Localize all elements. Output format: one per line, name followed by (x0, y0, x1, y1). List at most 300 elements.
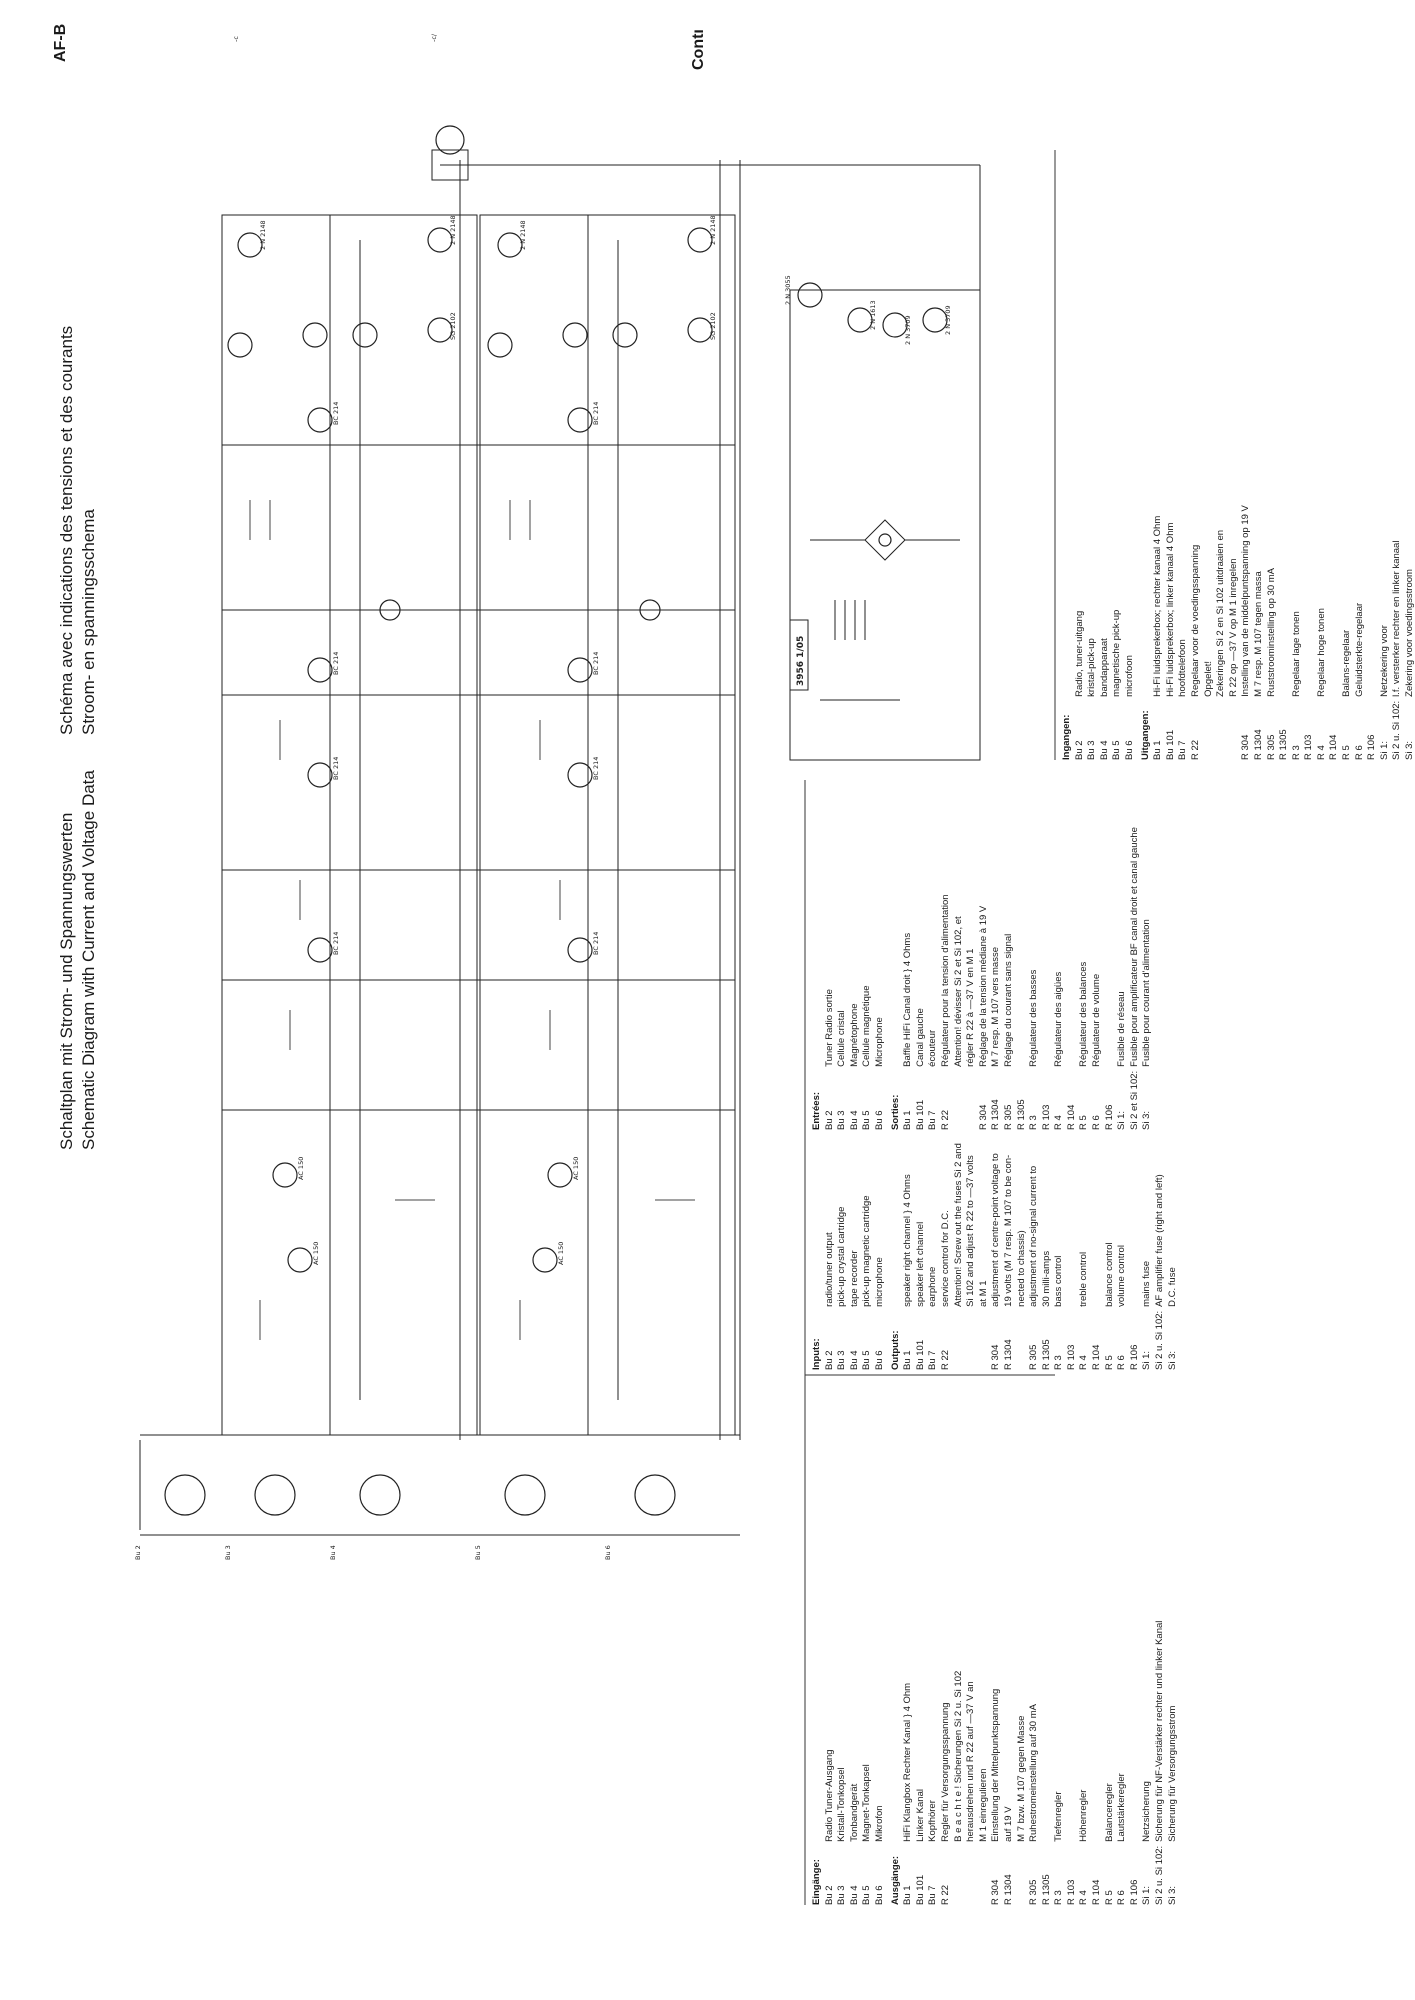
legend-cell: R 103 (1040, 1104, 1052, 1130)
transistor-label: 2 N 3709 (944, 305, 952, 335)
legend-row (1354, 501, 1367, 760)
legend-cell: R 104 (1091, 1344, 1103, 1370)
legend-cell: R 1304 (1002, 1874, 1014, 1905)
legend-outputs-heading (887, 1617, 903, 1905)
legend-cell: écouteur (927, 1029, 939, 1067)
legend-input-row (849, 1139, 862, 1370)
legend-row (1190, 501, 1203, 760)
legend-input-row (861, 823, 874, 1130)
legend-cell: Opgelet! (1202, 660, 1214, 697)
legend-cell (1228, 697, 1241, 760)
transistor-label: AC 150 (557, 1241, 565, 1265)
channel-right-frame (222, 215, 477, 1435)
legend-row (1053, 1617, 1066, 1905)
legend-cell: R 1304 (990, 1099, 1002, 1130)
legend-cell: Fusible pour courant d'alimentation (1141, 919, 1153, 1067)
legend-cell (1058, 501, 1074, 697)
legend-cell: Si 1: (1116, 1110, 1128, 1130)
legend-cell: Bu 1 (1152, 740, 1164, 760)
legend-cell: R 106 (1128, 1879, 1140, 1905)
legend-cell: Geluidsterkte-regelaar (1353, 602, 1365, 697)
legend-inputs-heading (808, 1139, 824, 1370)
connector-label: Bu 4 (329, 1545, 337, 1560)
legend-cell: Bu 2 (1073, 740, 1085, 760)
legend-cell: Régulateur pour la tension d'alimentation (939, 894, 951, 1067)
legend-row (1066, 1617, 1079, 1905)
connector-label: Bu 3 (224, 1545, 232, 1560)
legend-cell: Fusible pour amplificateur BF canal droit et canal gauche (1128, 827, 1140, 1067)
legend-row (1003, 823, 1016, 1130)
legend-row (1341, 501, 1354, 760)
title-dutch: Stroom- en spanningsschema (79, 509, 98, 735)
legend-cell: M 7 resp. M 107 tegen massa (1252, 571, 1264, 697)
legend-row (1041, 823, 1054, 1130)
legend-cell: Outputs: (889, 1330, 901, 1370)
legend-outputs-heading (887, 823, 903, 1130)
legend-cell: herausdrehen und R 22 auf —37 V an (965, 1681, 977, 1842)
legend-cell: Si 3: (1166, 1350, 1178, 1370)
legend-cell: R 1305 (1040, 1874, 1052, 1905)
legend-cell: Bu 2 (823, 1110, 835, 1130)
legend-row (953, 1617, 966, 1905)
legend-cell: Bu 6 (873, 1885, 885, 1905)
legend-cell: Netzekering voor (1378, 625, 1390, 697)
legend-cell (808, 1617, 824, 1842)
legend-cell: Baffle HiFi Canal droit } 4 Ohms (902, 932, 914, 1067)
legend-input-row (1124, 501, 1137, 760)
legend-input-row (1099, 501, 1112, 760)
legend-input-row (836, 823, 849, 1130)
legend-cell: auf 19 V (1002, 1806, 1014, 1842)
title-german: Schaltplan mit Strom- und Spannungswerten (57, 812, 76, 1150)
legend-cell (965, 1067, 978, 1130)
legend-cell (965, 1307, 978, 1370)
legend-row (990, 823, 1003, 1130)
legend-cell: AF amplifier fuse (right and left) (1154, 1174, 1166, 1307)
legend-cell: Canal gauche (914, 1008, 926, 1067)
legend-cell (887, 823, 903, 1067)
legend-cell: Hi-Fi luidsprekerbox; rechter kanaal 4 Ohm (1152, 515, 1164, 697)
legend-row (953, 1139, 966, 1370)
legend-row (940, 1139, 953, 1370)
legend-cell: Bu 2 (823, 1885, 835, 1905)
legend-cell (1066, 1139, 1079, 1307)
legend-cell: Radio, tuner-uitgang (1073, 610, 1085, 697)
legend-cell: Bu 1 (902, 1110, 914, 1130)
legend-cell: Si 2 et Si 102: (1128, 1070, 1140, 1130)
legend-output-row (915, 823, 928, 1130)
legend-cell: R 3 (1053, 1355, 1065, 1370)
legend-cell: D.C. fuse (1166, 1267, 1178, 1307)
legend-cell: Bu 5 (861, 1110, 873, 1130)
legend-row (1116, 1139, 1129, 1370)
legend-cell: R 104 (1328, 734, 1340, 760)
legend-row (1154, 1617, 1167, 1905)
legend-cell: Ruststroominstelling op 30 mA (1265, 568, 1277, 697)
legend-input-row (1086, 501, 1099, 760)
legend-cell: Mikrofon (873, 1805, 885, 1842)
legend-cell: R 4 (1053, 1115, 1065, 1130)
legend-cell (1066, 1617, 1079, 1842)
legend-cell: R 304 (1240, 734, 1252, 760)
legend-row (1291, 501, 1304, 760)
legend-cell (808, 1139, 824, 1307)
legend-row (1116, 1617, 1129, 1905)
legend-cell: Regelaar lage tonen (1290, 611, 1302, 697)
legend-row (1016, 1139, 1029, 1370)
legend-cell (1328, 501, 1341, 697)
legend-cell (1066, 823, 1079, 1067)
legend-cell: Bu 5 (1111, 740, 1123, 760)
legend-cell: Ausgänge: (889, 1855, 901, 1905)
page-continued-label: Contı (690, 29, 707, 70)
legend-cell: Si 3: (1141, 1110, 1153, 1130)
legend-cell: R 103 (1065, 1879, 1077, 1905)
legend-cell: Kristall-Tonkopsel (836, 1767, 848, 1842)
legend-cell (1129, 1617, 1142, 1842)
legend-cell: R 22 op —37 V op M 1 inregelen (1227, 558, 1239, 697)
legend-cell: Bu 6 (1123, 740, 1135, 760)
legend-cell: at M 1 (977, 1280, 989, 1307)
legend-row (978, 1139, 991, 1370)
legend-row (1078, 823, 1091, 1130)
transistor-label: BC 214 (332, 651, 340, 675)
legend-cell: régler R 22 à —37 V en M 1 (965, 948, 977, 1067)
legend-cell: Bu 2 (823, 1350, 835, 1370)
legend-cell: Bu 101 (914, 1339, 926, 1370)
legend-cell: Si 2 u. Si 102: (1154, 1310, 1166, 1370)
legend-cell: Bu 5 (861, 1350, 873, 1370)
legend-cell (1041, 823, 1054, 1067)
legend-cell: R 3 (1028, 1115, 1040, 1130)
legend-cell: 30 milli-amps (1040, 1250, 1052, 1307)
legend-cell: Si 2 u. Si 102: (1154, 1845, 1166, 1905)
transistor-label: BC 214 (332, 931, 340, 955)
legend-cell: Si 102 and adjust R 22 to —37 volts (965, 1155, 977, 1307)
legend-cell (953, 1307, 966, 1370)
transistor-label: BC 214 (332, 401, 340, 425)
legend-cell: Bu 3 (836, 1350, 848, 1370)
legend-row (1041, 1139, 1054, 1370)
legend-cell: Magnétophone (848, 1003, 860, 1067)
legend-cell: Régulateur des aigües (1053, 971, 1065, 1067)
bridge-rectifier (865, 520, 905, 560)
connector-label: Bu 2 (134, 1545, 142, 1560)
legend-cell: microphone (873, 1257, 885, 1307)
title-french: Schéma avec indications des tensions et des courants (57, 325, 76, 735)
legend-cell: R 3 (1053, 1890, 1065, 1905)
legend-cell: R 305 (1265, 734, 1277, 760)
legend-row (1391, 501, 1404, 760)
legend-cell: Bu 4 (848, 1885, 860, 1905)
legend-cell: M 7 resp. M 107 vers masse (990, 946, 1002, 1067)
legend-input-row (824, 1139, 837, 1370)
legend-cell: Réglage du courant sans signal (1002, 933, 1014, 1067)
legend-input-row (1074, 501, 1087, 760)
legend-row (1154, 1139, 1167, 1370)
transistor-label: SG 2102 (709, 312, 717, 340)
legend-cell: Zekering voor voedingsstroom (1404, 569, 1415, 697)
legend-cell: Bu 101 (1164, 729, 1176, 760)
legend-cell: radio/tuner output (823, 1232, 835, 1307)
legend-row (1091, 1617, 1104, 1905)
transistor-label: 2 N 3709 (904, 315, 912, 345)
legend-cell: R 1304 (1002, 1339, 1014, 1370)
legend-row (1240, 501, 1253, 760)
legend-row (1141, 1617, 1154, 1905)
legend-input-row (874, 1139, 887, 1370)
legend-input-row (861, 1617, 874, 1905)
transistor-label: 2 N 2148 (709, 215, 717, 245)
legend-output-row (927, 823, 940, 1130)
legend-cell: R 304 (990, 1879, 1002, 1905)
legend-row (1053, 1139, 1066, 1370)
legend-cell: Einstellung der Mittelpunktspannung (990, 1688, 1002, 1842)
legend-output-row (1152, 501, 1165, 760)
legend-cell: Radio Tuner-Ausgang (823, 1749, 835, 1842)
legend-cell: Tiefenregler (1053, 1791, 1065, 1842)
legend-row (1366, 501, 1379, 760)
legend-cell: speaker right channel } 4 Ohms (902, 1174, 914, 1307)
legend-cell: Bu 7 (927, 1885, 939, 1905)
legend-cell: adjustment of centre-point voltage to (990, 1153, 1002, 1307)
legend-cell: R 103 (1303, 734, 1315, 760)
legend-cell: Fusible de réseau (1116, 991, 1128, 1067)
legend-cell: Höhenregler (1078, 1789, 1090, 1842)
legend-cell: Instelling van de middelpuntspanning op 19 V (1240, 505, 1252, 697)
legend-cell: Entrées: (811, 1091, 822, 1130)
legend-output-row (902, 1139, 915, 1370)
legend-cell: Eingänge: (811, 1859, 822, 1905)
legend-cell (953, 1067, 966, 1130)
legend-input-row (849, 823, 862, 1130)
legend-row (1278, 501, 1291, 760)
legend-cell: magnetische pick-up (1111, 609, 1123, 697)
legend-cell: M 1 einregulieren (977, 1768, 989, 1842)
legend-dutch (1058, 501, 1415, 760)
transistor-label: BC 214 (592, 756, 600, 780)
legend-cell: Bu 7 (1177, 740, 1189, 760)
legend-cell: R 104 (1065, 1104, 1077, 1130)
legend-cell: Uitgangen: (1139, 710, 1151, 760)
legend-row (990, 1139, 1003, 1370)
legend-cell: Regelaar voor de voedingsspanning (1189, 544, 1201, 697)
legend-cell (1091, 1617, 1104, 1842)
legend-cell (808, 823, 824, 1067)
transistor-label: 2 N 3055 (784, 275, 792, 305)
legend-cell (1104, 823, 1117, 1067)
legend-cell: Inputs: (811, 1338, 822, 1370)
legend-row (1003, 1139, 1016, 1370)
legend-row (1003, 1617, 1016, 1905)
legend-cell: Attention! dévisser Si 2 et Si 102, et (952, 916, 964, 1067)
legend-cell: Balanceregler (1103, 1783, 1115, 1842)
legend-cell: Réglage de la tension médiane à 19 V (977, 905, 989, 1067)
legend-cell (1016, 1307, 1029, 1370)
legend-cell: Ingangen: (1061, 714, 1072, 760)
legend-cell: Bu 4 (848, 1350, 860, 1370)
legend-cell: R 106 (1103, 1104, 1115, 1130)
legend-english (808, 1139, 1179, 1370)
legend-inputs-heading (808, 823, 824, 1130)
margin-mark: -c/ (430, 33, 438, 42)
legend-input-row (861, 1139, 874, 1370)
legend-cell: R 304 (990, 1344, 1002, 1370)
legend-cell: pick-up magnetic cartridge (861, 1195, 873, 1307)
legend-outputs-heading (887, 1139, 903, 1370)
legend-cell: Régulateur des balances (1078, 961, 1090, 1067)
legend-cell: volume control (1116, 1245, 1128, 1307)
legend-cell (1041, 1617, 1054, 1842)
legend-cell: nected to chassis) (1015, 1230, 1027, 1307)
legend-cell: B e a c h t e ! Sicherungen Si 2 u. Si 102 (952, 1670, 964, 1842)
legend-cell (1129, 1139, 1142, 1307)
legend-cell (887, 1139, 903, 1307)
legend-output-row (915, 1139, 928, 1370)
legend-cell: Ruhestromeinstellung auf 30 mA (1028, 1704, 1040, 1842)
legend-row (1141, 1139, 1154, 1370)
legend-cell: R 1305 (1040, 1339, 1052, 1370)
legend-cell: HiFi Klangbox Rechter Kanal } 4 Ohm (902, 1682, 914, 1842)
legend-cell: Netzsicherung (1141, 1781, 1153, 1842)
legend-row (990, 1617, 1003, 1905)
transistor-label: BC 214 (592, 651, 600, 675)
legend-cell: R 22 (939, 1349, 951, 1370)
legend-cell: Régulateur des basses (1028, 969, 1040, 1067)
legend-row (1316, 501, 1329, 760)
page-code-label: AF-B (52, 23, 69, 62)
legend-input-row (824, 823, 837, 1130)
legend-row (965, 1139, 978, 1370)
legend-cell: 19 volts (M 7 resp. M 107 to be con- (1002, 1154, 1014, 1307)
legend-input-row (836, 1617, 849, 1905)
legend-cell: bandapparaat (1098, 638, 1110, 697)
legend-cell: Tuner Radio sortie (823, 989, 835, 1067)
legend-cell: Bu 7 (927, 1350, 939, 1370)
legend-cell: R 1305 (1278, 729, 1290, 760)
legend-cell: Sicherung für NF-Verstärker rechter und linker Kanal (1154, 1620, 1166, 1842)
legend-cell: Bu 101 (914, 1099, 926, 1130)
legend-cell (965, 1842, 978, 1905)
legend-row (1266, 501, 1279, 760)
legend-cell: balance control (1103, 1242, 1115, 1307)
legend-cell: tape recorder (848, 1250, 860, 1307)
legend-cell: Si 1: (1141, 1885, 1153, 1905)
legend-cell: Regelaar hoge tonen (1315, 608, 1327, 697)
legend-inputs-heading (808, 1617, 824, 1905)
legend-cell: Bu 7 (927, 1110, 939, 1130)
legend-cell: hoofdtelefoon (1177, 639, 1189, 697)
legend-cell: Cellule cristal (836, 1010, 848, 1067)
legend-row (1129, 823, 1142, 1130)
legend-row (1028, 823, 1041, 1130)
transistor-label: 2 N 2148 (519, 220, 527, 250)
legend-cell: R 1305 (1015, 1099, 1027, 1130)
transistor-label: BC 214 (332, 756, 340, 780)
legend-cell: R 6 (1116, 1890, 1128, 1905)
legend-row (1228, 501, 1241, 760)
legend-cell: R 6 (1116, 1355, 1128, 1370)
legend-row (1066, 1139, 1079, 1370)
legend-cell: adjustment of no-signal current to (1028, 1165, 1040, 1307)
legend-cell: speaker left channel (914, 1221, 926, 1307)
legend-row (1215, 501, 1228, 760)
transistor-label: 2 N 1613 (869, 300, 877, 330)
legend-row (978, 1617, 991, 1905)
legend-row (1028, 1617, 1041, 1905)
legend-row (1167, 1139, 1180, 1370)
connector-label: Bu 5 (474, 1545, 482, 1560)
legend-row (953, 823, 966, 1130)
legend-cell: M 7 bzw. M 107 gegen Masse (1015, 1715, 1027, 1842)
transistor-label: AC 150 (312, 1241, 320, 1265)
legend-row (1041, 1617, 1054, 1905)
legend-cell: R 6 (1091, 1115, 1103, 1130)
legend-row (1404, 501, 1415, 760)
legend-row (1066, 823, 1079, 1130)
legend-row (1078, 1139, 1091, 1370)
legend-cell: R 106 (1128, 1344, 1140, 1370)
legend-cell: R 305 (1002, 1104, 1014, 1130)
legend-cell: R 104 (1091, 1879, 1103, 1905)
legend-cell: Bu 3 (1086, 740, 1098, 760)
legend-cell: R 6 (1353, 745, 1365, 760)
legend-row (1091, 1139, 1104, 1370)
legend-cell: R 305 (1028, 1879, 1040, 1905)
legend-cell: Bu 3 (836, 1885, 848, 1905)
connector-label: Bu 6 (604, 1545, 612, 1560)
legend-cell: Bu 1 (902, 1885, 914, 1905)
legend-cell: Si 2 u. Si 102: (1391, 700, 1403, 760)
legend-cell: Attention! Screw out the fuses Si 2 and (952, 1143, 964, 1307)
legend-row (1053, 823, 1066, 1130)
legend-row (1078, 1617, 1091, 1905)
legend-cell: Cellule magnétique (861, 985, 873, 1067)
legend-cell (1203, 697, 1216, 760)
legend-cell: treble control (1078, 1251, 1090, 1307)
legend-row (940, 1617, 953, 1905)
legend-cell: Balans-regelaar (1341, 629, 1353, 697)
legend-row (1016, 1617, 1029, 1905)
legend-row (1253, 501, 1266, 760)
title-english: Schematic Diagram with Current and Voltage Data (79, 770, 98, 1150)
legend-cell: Bu 4 (1098, 740, 1110, 760)
legend-row (1104, 1617, 1117, 1905)
legend-cell: bass control (1053, 1255, 1065, 1307)
legend-row (965, 1617, 978, 1905)
legend-row (1167, 1617, 1180, 1905)
legend-cell (1366, 501, 1379, 697)
legend-cell: Régulateur de volume (1091, 973, 1103, 1067)
legend-row (1116, 823, 1129, 1130)
legend-input-row (874, 823, 887, 1130)
transistor-label: 2 N 2148 (449, 215, 457, 245)
legend-cell: Si 3: (1404, 740, 1415, 760)
legend-row (1129, 1139, 1142, 1370)
legend-cell: Bu 6 (873, 1110, 885, 1130)
legend-cell (1303, 501, 1316, 697)
legend-cell: microfoon (1123, 655, 1135, 697)
legend-row (1328, 501, 1341, 760)
legend-cell: R 22 (939, 1884, 951, 1905)
legend-cell: R 22 (1189, 739, 1201, 760)
legend-cell (1215, 697, 1228, 760)
legend-cell: l.f. versterker rechter en linker kanaal (1391, 540, 1403, 697)
legend-cell (978, 1842, 991, 1905)
legend-cell: R 103 (1065, 1344, 1077, 1370)
legend-cell: Lautstärkeregler (1116, 1773, 1128, 1842)
legend-input-row (836, 1139, 849, 1370)
